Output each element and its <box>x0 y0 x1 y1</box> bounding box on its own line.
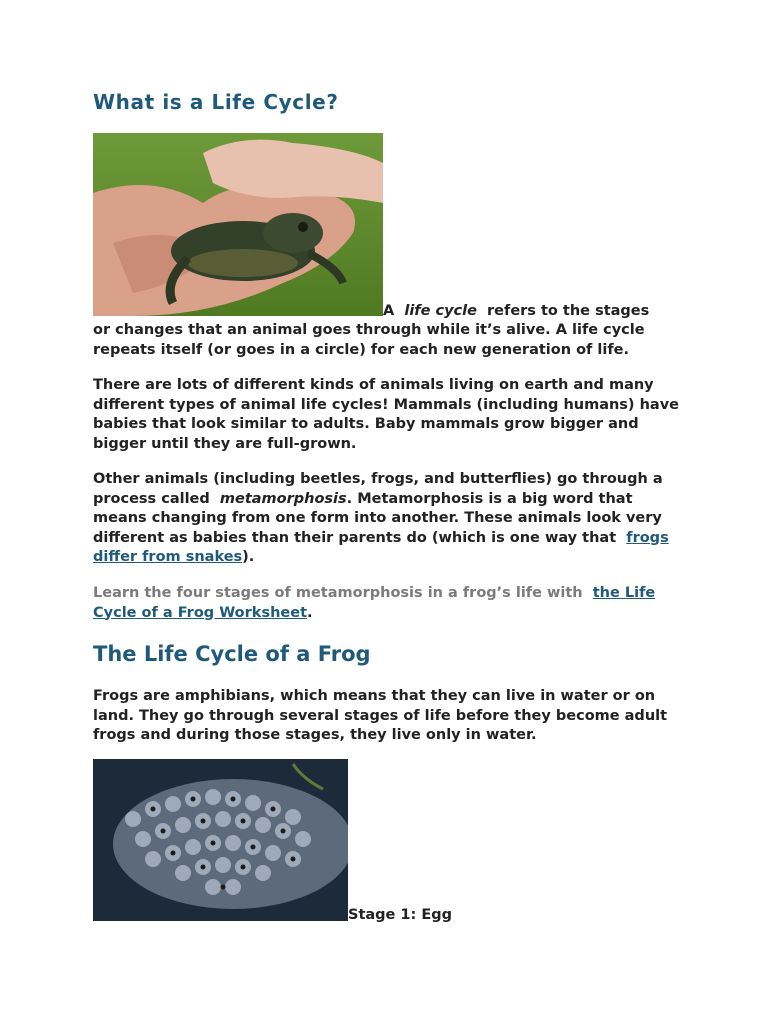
frog-in-hands-photo <box>93 133 383 316</box>
life-cycle-term: life cycle <box>404 303 477 319</box>
worksheet-prompt: Learn the four stages of metamorphosis in a frog’s life with the Life Cycle of a Frog Worksheet. <box>93 585 656 621</box>
frogs-differ-from-snakes-link[interactable]: frogs differ from snakes <box>93 529 669 565</box>
page-title: What is a Life Cycle? <box>93 90 339 114</box>
life-cycle-intro-lead: A life cycle refers to the stages <box>383 303 650 319</box>
frog-worksheet-link[interactable]: the Life Cycle of a Frog Worksheet <box>93 585 656 621</box>
life-cycle-intro-text: or changes that an animal goes through while it’s alive. A life cycle repeats itself (or goes in a circle) for each new generation of life. <box>93 322 645 358</box>
stage-1-caption: Stage 1: Egg <box>348 907 453 923</box>
metamorphosis-term: metamorphosis <box>219 490 347 507</box>
frog-eggs-photo <box>93 759 348 921</box>
animal-life-cycles-paragraph: There are lots of different kinds of animals living on earth and many different types of animal life cycles! Mammals (including humans) have babies that look similar to adults. Baby mammals grow bigger and bigger until they are full-grown. <box>93 377 680 452</box>
section-heading-frog-life-cycle: The Life Cycle of a Frog <box>93 642 371 666</box>
frogs-amphibians-paragraph: Frogs are amphibians, which means that they can live in water or on land. They go through several stages of life before they become adult frogs and during those stages, they live only in water. <box>93 688 668 743</box>
metamorphosis-paragraph: Other animals (including beetles, frogs, and butterflies) go through a process called metamorphosis. Metamorphosis is a big word that means changing from one form into another. These animals look very different as babies than their parents do (which is one way that frogs differ from snakes). <box>93 471 669 565</box>
